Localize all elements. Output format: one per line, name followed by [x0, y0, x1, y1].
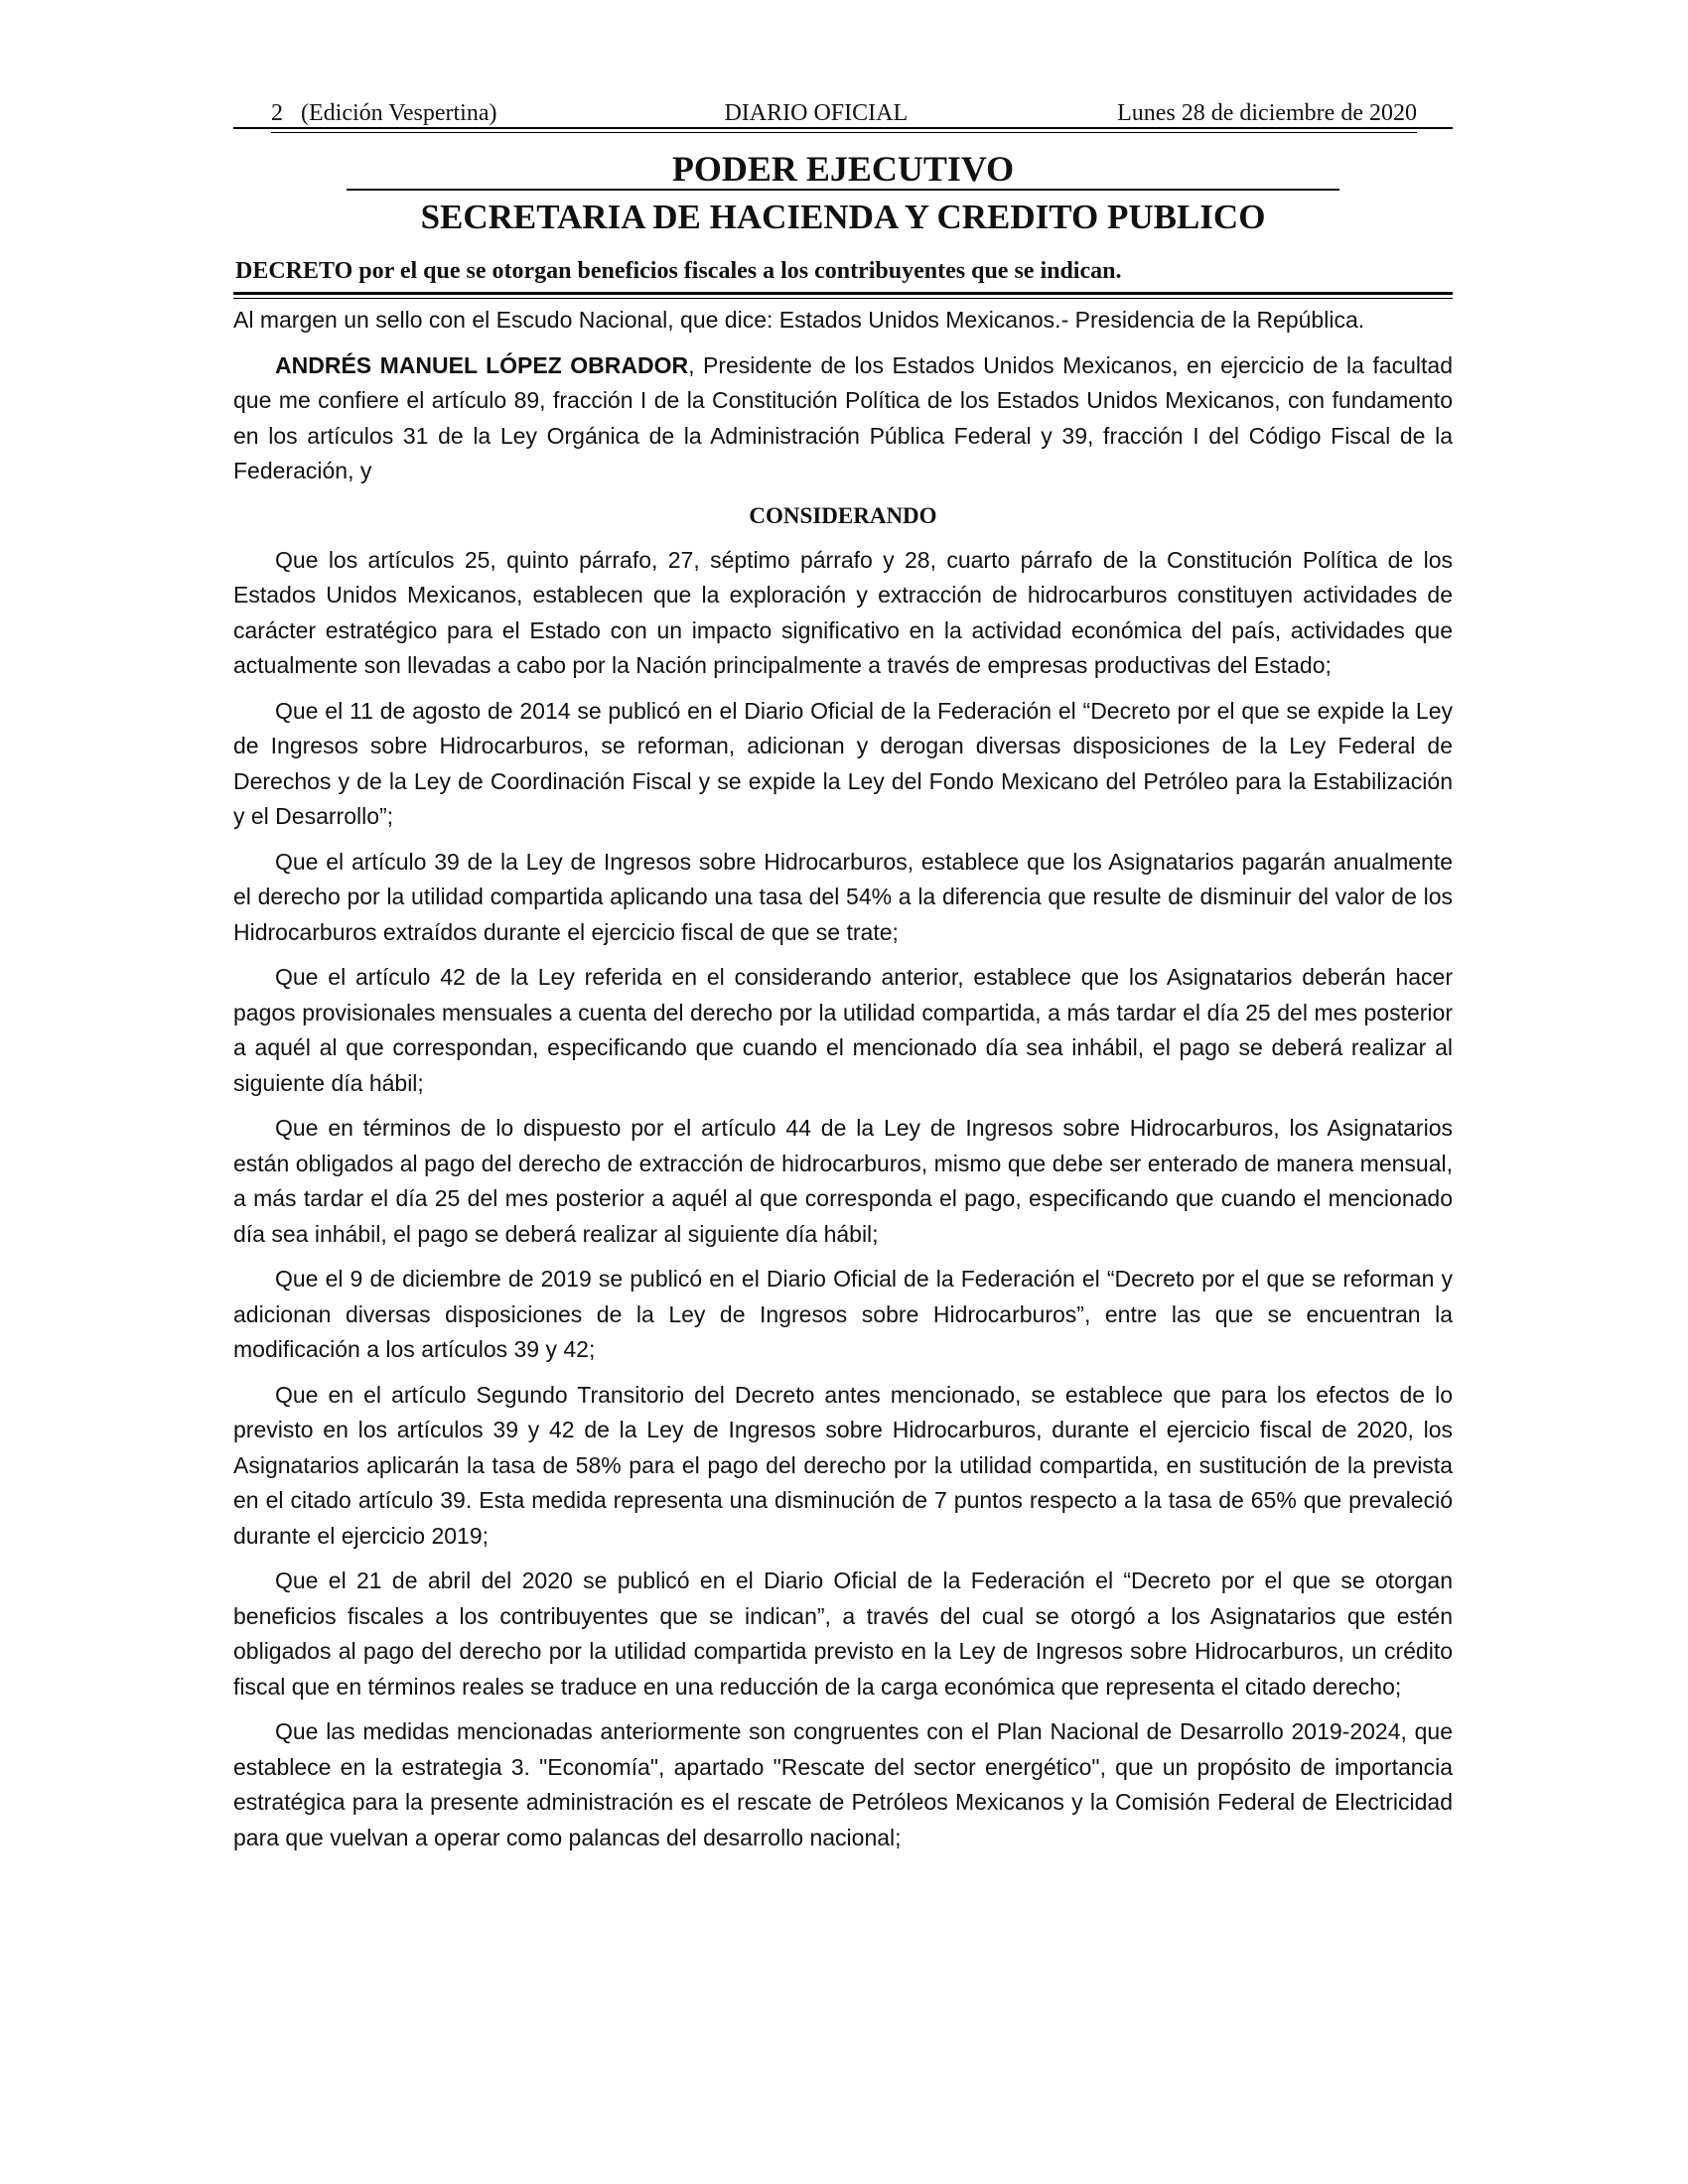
decree-rule-thick	[233, 292, 1453, 295]
considerando-heading: CONSIDERANDO	[749, 502, 937, 528]
preamble-text: , Presidente de los Estados Unidos Mexicanos, en ejercicio de la facultad que me confiere el artículo 89, fracción I de la Constitución Política de los Estados Unidos Mexicanos, con fundamento en los artículos 31 de la Ley Orgánica de la Administración Pública Federal y 39, fracción I del Código Fiscal de la Federación, y	[233, 351, 1453, 483]
paragraph: Que en el artículo Segundo Transitorio del Decreto antes mencionado, se establece que para los efectos de lo previsto en los artículos 39 y 42 de la Ley de Ingresos sobre Hidrocarburos, durante el ejercicio fiscal de 2020, los Asignatarios aplicarán la tasa de 58% para el pago del derecho por la utilidad compartida, en sustitución de la prevista en el citado artículo 39. Esta medida representa una disminución de 7 puntos respecto a la tasa de 65% que prevaleció durante el ejercicio 2019;	[233, 1381, 1453, 1549]
header-rule	[271, 132, 1417, 133]
paragraph: Que las medidas mencionadas anteriormente son congruentes con el Plan Nacional de Desarrollo 2019-2024, que establece en la estrategia 3. "Economía", apartado "Rescate del sector energético", que un propósito de importancia estratégica para la presente administración es el rescate de Petróleos Mexicanos y la Comisión Federal de Electricidad para que vuelvan a operar como palancas del desarrollo nacional;	[233, 1718, 1453, 1850]
ministry-title: SECRETARIA DE HACIENDA Y CREDITO PUBLICO	[420, 198, 1266, 236]
paragraph: Que en términos de lo dispuesto por el artículo 44 de la Ley de Ingresos sobre Hidrocarburos, los Asignatarios están obligados al pago del derecho de extracción de hidrocarburos, mismo que debe ser enterado de manera mensual, a más tardar el día 25 del mes posterior a aquél al que corresponda el pago, especificando que cuando el mencionado día sea inhábil, el pago se deberá realizar al siguiente día hábil;	[233, 1115, 1453, 1247]
president-name: ANDRÉS MANUEL LÓPEZ OBRADOR	[275, 351, 689, 378]
preamble-paragraph	[233, 348, 1453, 489]
seal-note: Al margen un sello con el Escudo Nacional, que dice: Estados Unidos Mexicanos.- Presidencia de la República.	[233, 307, 1365, 333]
document-page	[233, 91, 1453, 1855]
running-header	[233, 91, 1453, 129]
decree-title: DECRETO por el que se otorgan beneficios fiscales a los contribuyentes que se indican.	[235, 258, 1122, 284]
paragraph: Que el artículo 39 de la Ley de Ingresos sobre Hidrocarburos, establece que los Asignatarios pagarán anualmente el derecho por la utilidad compartida aplicando una tasa del 54% a la diferencia que resulte de disminuir del valor de los Hidrocarburos extraídos durante el ejercicio fiscal de que se trate;	[233, 848, 1453, 945]
branch-title: PODER EJECUTIVO	[671, 149, 1015, 189]
branch-rule	[347, 189, 1339, 191]
decree-rule-thin	[233, 298, 1453, 299]
paragraph: Que los artículos 25, quinto párrafo, 27, séptimo párrafo y 28, cuarto párrafo de la Constitución Política de los Estados Unidos Mexicanos, establecen que la exploración y extracción de hidrocarburos constituyen actividades de carácter estratégico para el Estado con un impacto significativo en la actividad económica del país, actividades que actualmente son llevadas a cabo por la Nación principalmente a través de empresas productivas del Estado;	[233, 546, 1453, 678]
publication-name: DIARIO OFICIAL	[724, 100, 909, 126]
section-heading	[233, 149, 1453, 238]
running-header-left	[271, 100, 515, 127]
paragraph: Que el 21 de abril del 2020 se publicó en el Diario Oficial de la Federación el “Decreto por el que se otorgan beneficios fiscales a los contribuyentes que se indican”, a través del cual se otorgó a los Asignatarios que estén obligados al pago del derecho por la utilidad compartida previsto en la Ley de Ingresos sobre Hidrocarburos, un crédito fiscal que en términos reales se traduce en una reducción de la carga económica que representa el citado derecho;	[233, 1568, 1453, 1700]
document-body	[233, 303, 1453, 1855]
page-number: 2	[271, 100, 283, 126]
publication-date: Lunes 28 de diciembre de 2020	[1117, 100, 1417, 126]
paragraph: Que el 9 de diciembre de 2019 se publicó en el Diario Oficial de la Federación el “Decreto por el que se reforman y adicionan diversas disposiciones de la Ley de Ingresos sobre Hidrocarburos”, entre las que se encuentran la modificación a los artículos 39 y 42;	[233, 1266, 1453, 1362]
paragraph: Que el 11 de agosto de 2014 se publicó en el Diario Oficial de la Federación el “Decreto por el que se expide la Ley de Ingresos sobre Hidrocarburos, se reforman, adicionan y derogan diversas disposiciones de la Ley Federal de Derechos y de la Ley de Coordinación Fiscal y se expide la Ley del Fondo Mexicano del Petróleo para la Estabilización y el Desarrollo”;	[233, 697, 1453, 829]
paragraph: Que el artículo 42 de la Ley referida en el considerando anterior, establece que los Asignatarios deberán hacer pagos provisionales mensuales a cuenta del derecho por la utilidad compartida, a más tardar el día 25 del mes posterior a aquél al que correspondan, especificando que cuando el mencionado día sea inhábil, el pago se deberá realizar al siguiente día hábil;	[233, 964, 1453, 1096]
edition-label: (Edición Vespertina)	[301, 100, 497, 126]
